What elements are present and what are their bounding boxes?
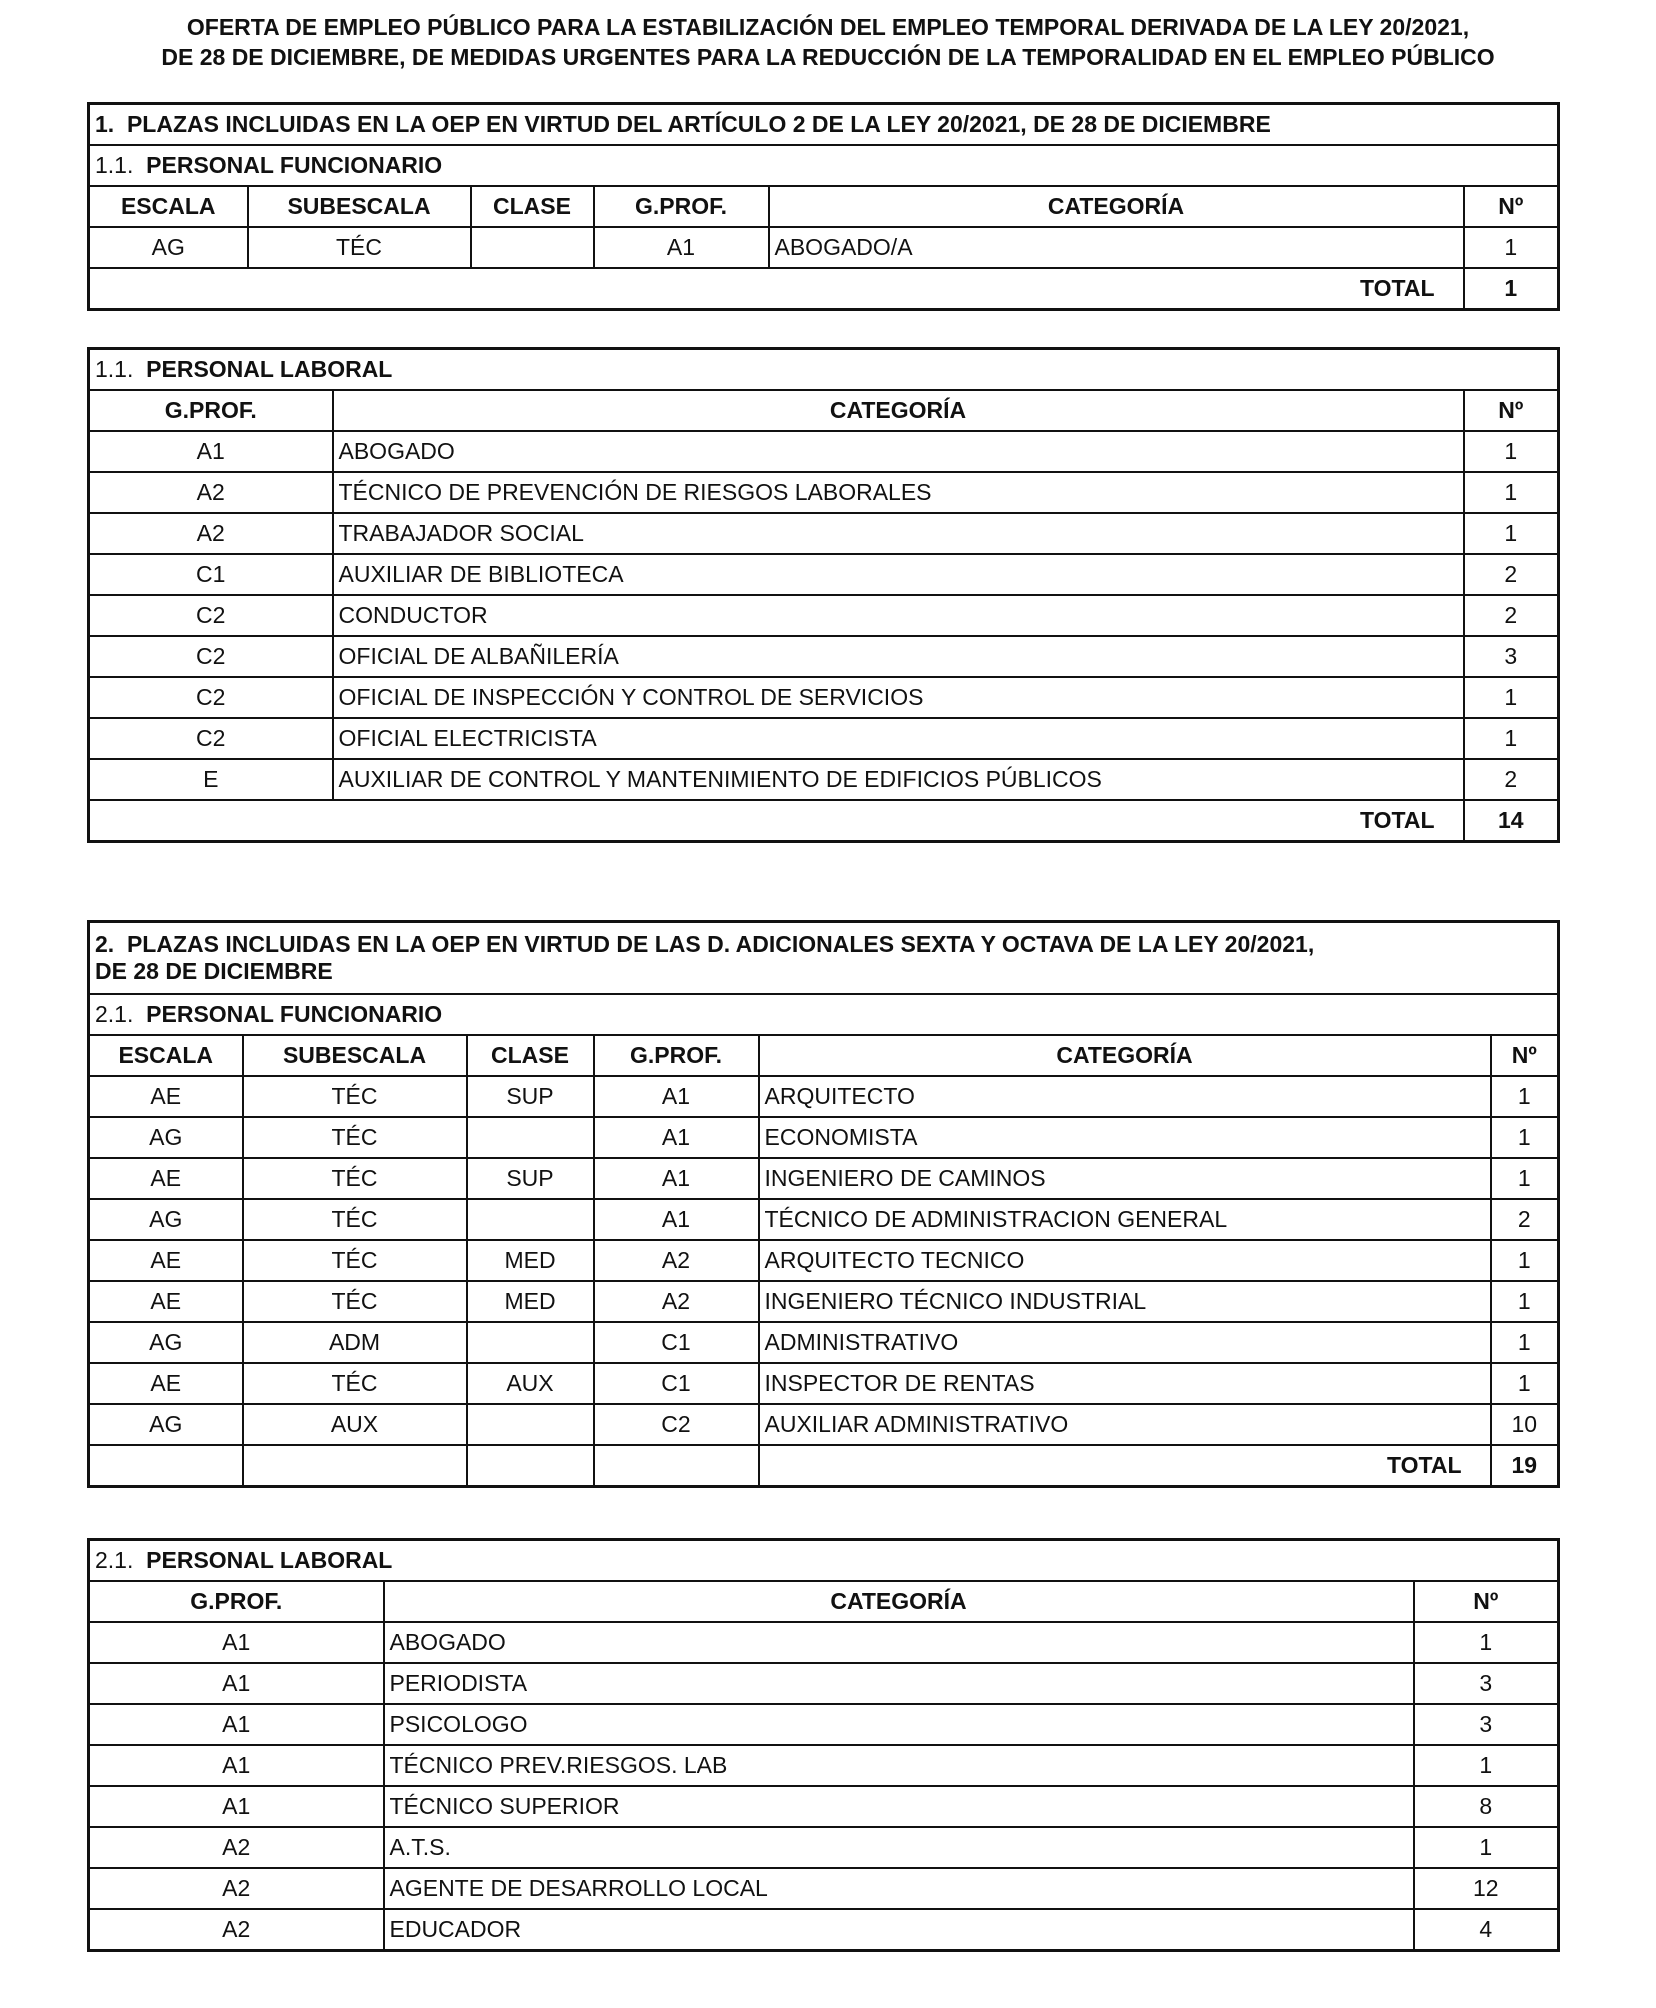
table-row: [89, 677, 1559, 718]
category-cell: EDUCADOR: [384, 1909, 1414, 1951]
code-cell: E: [89, 759, 333, 800]
code-cell: A1: [89, 431, 333, 472]
count-cell: 3: [1414, 1704, 1559, 1745]
code-cell: A1: [594, 1117, 759, 1158]
column-header: SUBESCALA: [243, 1035, 467, 1076]
section-title: PLAZAS INCLUIDAS EN LA OEP EN VIRTUD DEL ARTÍCULO 2 DE LA LEY 20/2021, DE 28 DE DICIEMBRE: [126, 111, 1271, 137]
code-cell: AE: [89, 1158, 243, 1199]
count-cell: 1: [1491, 1117, 1559, 1158]
table-row: [89, 513, 1559, 554]
code-cell: A1: [594, 1158, 759, 1199]
section-row: [89, 922, 1559, 995]
category-cell: TÉCNICO SUPERIOR: [384, 1786, 1414, 1827]
subsection-number: 1.1.: [95, 152, 134, 178]
subsection-row: [89, 145, 1559, 186]
count-cell: 1: [1464, 431, 1559, 472]
code-cell: TÉC: [243, 1363, 467, 1404]
code-cell: A1: [594, 227, 769, 268]
column-header: Nº: [1464, 186, 1559, 227]
header-row: [89, 186, 1559, 227]
code-cell: C1: [89, 554, 333, 595]
table-row: [89, 1281, 1559, 1322]
category-cell: ARQUITECTO: [759, 1076, 1491, 1117]
header-row: [89, 1035, 1559, 1076]
code-cell: C2: [89, 718, 333, 759]
category-cell: INGENIERO TÉCNICO INDUSTRIAL: [759, 1281, 1491, 1322]
table-row: [89, 431, 1559, 472]
table-row: [89, 636, 1559, 677]
subsection-number: 1.1.: [95, 356, 134, 382]
code-cell: A1: [594, 1076, 759, 1117]
column-header: CATEGORÍA: [333, 390, 1464, 431]
table-row: [89, 1622, 1559, 1663]
count-cell: 1: [1491, 1281, 1559, 1322]
table-laboral-dadicionales: [87, 1538, 1560, 1952]
section-heading: [89, 104, 1559, 146]
table-row: [89, 1786, 1559, 1827]
table-row: [89, 1322, 1559, 1363]
category-cell: AUXILIAR ADMINISTRATIVO: [759, 1404, 1491, 1445]
count-cell: 1: [1464, 472, 1559, 513]
count-cell: 2: [1491, 1199, 1559, 1240]
code-cell: TÉC: [243, 1199, 467, 1240]
code-cell: AE: [89, 1240, 243, 1281]
category-cell: ABOGADO/A: [769, 227, 1464, 268]
subsection-title: PERSONAL FUNCIONARIO: [146, 1001, 443, 1027]
table-row: [89, 1158, 1559, 1199]
table-row: [89, 1745, 1559, 1786]
column-header: CATEGORÍA: [759, 1035, 1491, 1076]
code-cell: C1: [594, 1322, 759, 1363]
column-header: CATEGORÍA: [769, 186, 1464, 227]
table-row: [89, 554, 1559, 595]
column-header: G.PROF.: [594, 186, 769, 227]
category-cell: ADMINISTRATIVO: [759, 1322, 1491, 1363]
section-number: 1.: [95, 111, 115, 137]
category-cell: TÉCNICO DE PREVENCIÓN DE RIESGOS LABORALES: [333, 472, 1464, 513]
table-row: [89, 595, 1559, 636]
category-cell: AUXILIAR DE CONTROL Y MANTENIMIENTO DE EDIFICIOS PÚBLICOS: [333, 759, 1464, 800]
empty-cell: [243, 1445, 467, 1487]
code-cell: [467, 1404, 594, 1445]
code-cell: TÉC: [243, 1281, 467, 1322]
subsection-title: PERSONAL FUNCIONARIO: [146, 152, 443, 178]
code-cell: SUP: [467, 1158, 594, 1199]
category-cell: ABOGADO: [384, 1622, 1414, 1663]
code-cell: AG: [89, 1322, 243, 1363]
subsection-heading: [89, 1540, 1559, 1582]
code-cell: C1: [594, 1363, 759, 1404]
count-cell: 4: [1414, 1909, 1559, 1951]
code-cell: [471, 227, 594, 268]
code-cell: A2: [89, 1909, 384, 1951]
code-cell: C2: [594, 1404, 759, 1445]
code-cell: A2: [594, 1240, 759, 1281]
subsection-title: PERSONAL LABORAL: [146, 1547, 393, 1573]
category-cell: PERIODISTA: [384, 1663, 1414, 1704]
empty-cell: [89, 1445, 243, 1487]
title-line-1: OFERTA DE EMPLEO PÚBLICO PARA LA ESTABILIZACIÓN DEL EMPLEO TEMPORAL DERIVADA DE LA LEY 20/2021,: [186, 14, 1470, 40]
subsection-heading: [89, 994, 1559, 1035]
category-cell: INSPECTOR DE RENTAS: [759, 1363, 1491, 1404]
count-cell: 1: [1464, 718, 1559, 759]
code-cell: AE: [89, 1076, 243, 1117]
code-cell: A1: [594, 1199, 759, 1240]
code-cell: A2: [89, 1868, 384, 1909]
code-cell: A1: [89, 1745, 384, 1786]
count-cell: 1: [1414, 1745, 1559, 1786]
subsection-number: 2.1.: [95, 1001, 134, 1027]
category-cell: INGENIERO DE CAMINOS: [759, 1158, 1491, 1199]
total-row: [89, 800, 1559, 842]
table-laboral-art2: [87, 347, 1560, 843]
document-title: [0, 12, 1656, 72]
code-cell: MED: [467, 1240, 594, 1281]
subsection-title: PERSONAL LABORAL: [146, 356, 393, 382]
code-cell: A2: [594, 1281, 759, 1322]
title-line-2: DE 28 DE DICIEMBRE, DE MEDIDAS URGENTES PARA LA REDUCCIÓN DE LA TEMPORALIDAD EN EL EMPLEO PÚBLICO: [161, 44, 1495, 70]
code-cell: A1: [89, 1622, 384, 1663]
category-cell: TÉCNICO DE ADMINISTRACION GENERAL: [759, 1199, 1491, 1240]
total-label: TOTAL: [89, 268, 1464, 310]
category-cell: PSICOLOGO: [384, 1704, 1414, 1745]
count-cell: 2: [1464, 595, 1559, 636]
code-cell: [467, 1322, 594, 1363]
header-row: [89, 1581, 1559, 1622]
subsection-row: [89, 1540, 1559, 1582]
column-header: CATEGORÍA: [384, 1581, 1414, 1622]
section-title-line-2: DE 28 DE DICIEMBRE: [95, 958, 333, 984]
column-header: Nº: [1491, 1035, 1559, 1076]
code-cell: A1: [89, 1786, 384, 1827]
code-cell: ADM: [243, 1322, 467, 1363]
count-cell: 1: [1491, 1076, 1559, 1117]
table-row: [89, 227, 1559, 268]
table-row: [89, 1199, 1559, 1240]
table-funcionario-art2: [87, 102, 1560, 311]
code-cell: MED: [467, 1281, 594, 1322]
total-row: [89, 268, 1559, 310]
category-cell: TÉCNICO PREV.RIESGOS. LAB: [384, 1745, 1414, 1786]
subsection-row: [89, 349, 1559, 391]
code-cell: C2: [89, 677, 333, 718]
column-header: G.PROF.: [594, 1035, 759, 1076]
code-cell: AUX: [467, 1363, 594, 1404]
column-header: CLASE: [471, 186, 594, 227]
empty-cell: [467, 1445, 594, 1487]
count-cell: 2: [1464, 759, 1559, 800]
total-row: [89, 1445, 1559, 1487]
code-cell: AUX: [243, 1404, 467, 1445]
count-cell: 1: [1414, 1827, 1559, 1868]
code-cell: AG: [89, 1404, 243, 1445]
category-cell: OFICIAL DE INSPECCIÓN Y CONTROL DE SERVICIOS: [333, 677, 1464, 718]
section-title: PLAZAS INCLUIDAS EN LA OEP EN VIRTUD DE LAS D. ADICIONALES SEXTA Y OCTAVA DE LA LEY 20/2021,: [126, 931, 1315, 957]
total-value: 14: [1464, 800, 1559, 842]
code-cell: AE: [89, 1363, 243, 1404]
total-label: TOTAL: [89, 800, 1464, 842]
code-cell: TÉC: [248, 227, 471, 268]
category-cell: A.T.S.: [384, 1827, 1414, 1868]
column-header: Nº: [1464, 390, 1559, 431]
category-cell: ABOGADO: [333, 431, 1464, 472]
code-cell: A2: [89, 1827, 384, 1868]
code-cell: TÉC: [243, 1076, 467, 1117]
count-cell: 8: [1414, 1786, 1559, 1827]
category-cell: ARQUITECTO TECNICO: [759, 1240, 1491, 1281]
category-cell: CONDUCTOR: [333, 595, 1464, 636]
code-cell: AG: [89, 227, 248, 268]
count-cell: 1: [1491, 1363, 1559, 1404]
table-row: [89, 1909, 1559, 1951]
column-header: Nº: [1414, 1581, 1559, 1622]
code-cell: C2: [89, 595, 333, 636]
category-cell: OFICIAL DE ALBAÑILERÍA: [333, 636, 1464, 677]
code-cell: TÉC: [243, 1240, 467, 1281]
count-cell: 1: [1464, 227, 1559, 268]
section-heading: [89, 922, 1559, 995]
category-cell: AUXILIAR DE BIBLIOTECA: [333, 554, 1464, 595]
count-cell: 1: [1414, 1622, 1559, 1663]
column-header: ESCALA: [89, 1035, 243, 1076]
subsection-heading: [89, 349, 1559, 391]
section-row: [89, 104, 1559, 146]
table-row: [89, 718, 1559, 759]
total-value: 19: [1491, 1445, 1559, 1487]
count-cell: 1: [1491, 1240, 1559, 1281]
table-row: [89, 1363, 1559, 1404]
table-funcionario-dadicionales: [87, 920, 1560, 1488]
table-row: [89, 759, 1559, 800]
empty-cell: [594, 1445, 759, 1487]
code-cell: SUP: [467, 1076, 594, 1117]
code-cell: AE: [89, 1281, 243, 1322]
category-cell: TRABAJADOR SOCIAL: [333, 513, 1464, 554]
count-cell: 2: [1464, 554, 1559, 595]
table-row: [89, 1663, 1559, 1704]
code-cell: A1: [89, 1663, 384, 1704]
column-header: ESCALA: [89, 186, 248, 227]
count-cell: 10: [1491, 1404, 1559, 1445]
table-row: [89, 1704, 1559, 1745]
code-cell: AG: [89, 1199, 243, 1240]
code-cell: A2: [89, 472, 333, 513]
total-value: 1: [1464, 268, 1559, 310]
count-cell: 12: [1414, 1868, 1559, 1909]
table-row: [89, 1240, 1559, 1281]
table-row: [89, 1404, 1559, 1445]
table-row: [89, 1827, 1559, 1868]
code-cell: [467, 1199, 594, 1240]
count-cell: 1: [1464, 513, 1559, 554]
category-cell: OFICIAL ELECTRICISTA: [333, 718, 1464, 759]
column-header: G.PROF.: [89, 1581, 384, 1622]
column-header: G.PROF.: [89, 390, 333, 431]
code-cell: A2: [89, 513, 333, 554]
category-cell: AGENTE DE DESARROLLO LOCAL: [384, 1868, 1414, 1909]
count-cell: 1: [1491, 1158, 1559, 1199]
table-row: [89, 1076, 1559, 1117]
count-cell: 1: [1491, 1322, 1559, 1363]
table-row: [89, 1868, 1559, 1909]
code-cell: TÉC: [243, 1117, 467, 1158]
count-cell: 1: [1464, 677, 1559, 718]
code-cell: [467, 1117, 594, 1158]
code-cell: C2: [89, 636, 333, 677]
count-cell: 3: [1464, 636, 1559, 677]
table-row: [89, 472, 1559, 513]
category-cell: ECONOMISTA: [759, 1117, 1491, 1158]
table-row: [89, 1117, 1559, 1158]
subsection-row: [89, 994, 1559, 1035]
column-header: CLASE: [467, 1035, 594, 1076]
code-cell: AG: [89, 1117, 243, 1158]
section-number: 2.: [95, 931, 115, 957]
column-header: SUBESCALA: [248, 186, 471, 227]
code-cell: A1: [89, 1704, 384, 1745]
total-label: TOTAL: [759, 1445, 1491, 1487]
count-cell: 3: [1414, 1663, 1559, 1704]
subsection-number: 2.1.: [95, 1547, 134, 1573]
subsection-heading: [89, 145, 1559, 186]
header-row: [89, 390, 1559, 431]
code-cell: TÉC: [243, 1158, 467, 1199]
